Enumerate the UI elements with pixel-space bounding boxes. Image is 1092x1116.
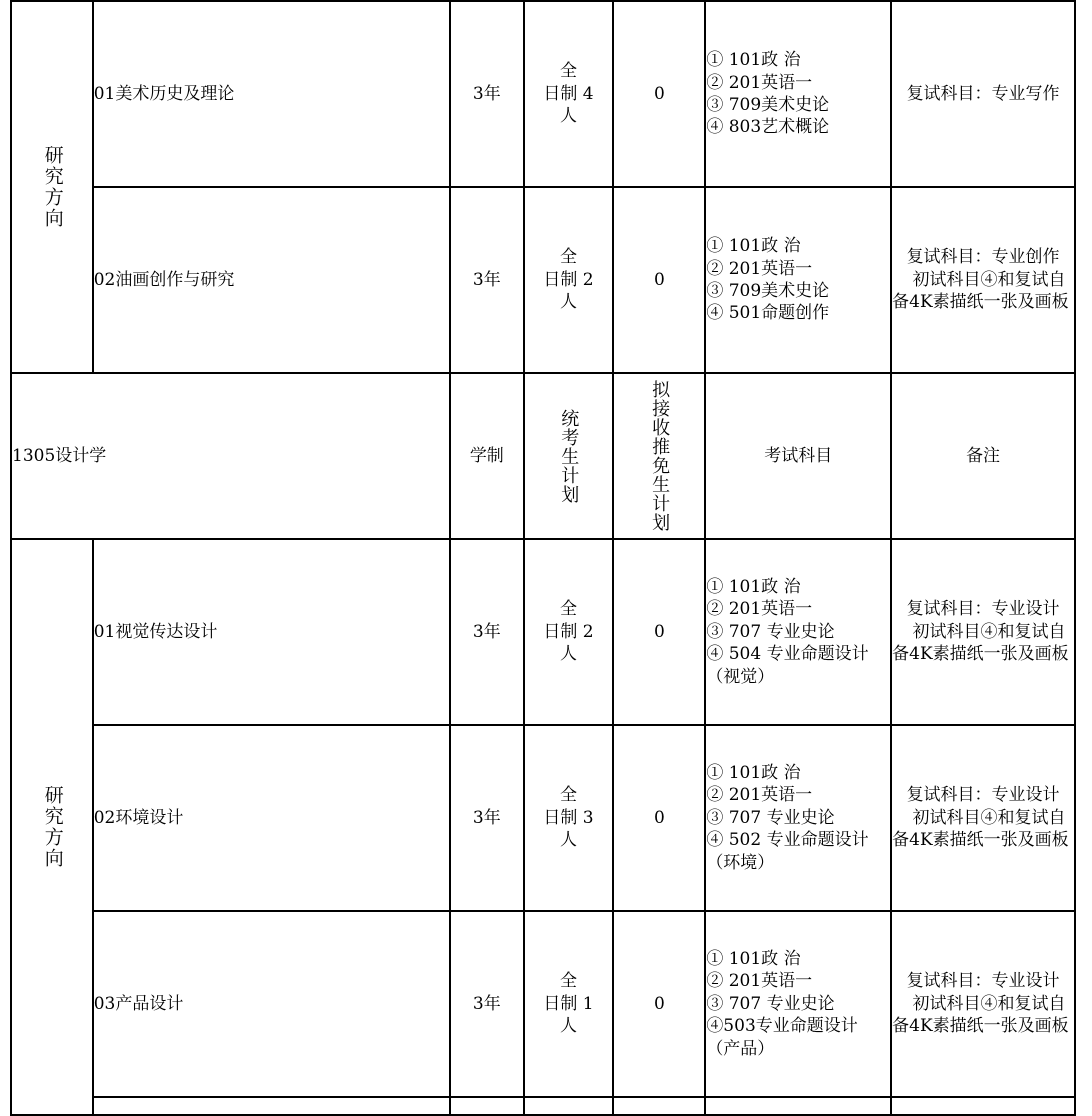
plan-rest-2-2: 日制 3 <box>543 807 594 828</box>
direction-name-2-2: 02环境设计 <box>93 725 450 911</box>
direction-name-1-1: 01美术历史及理论 <box>93 1 450 187</box>
table-row <box>11 539 1075 725</box>
table-row-partial <box>11 1097 1075 1115</box>
notes-1-2 <box>891 187 1075 373</box>
plan-mode-1-1: 全 <box>559 60 577 81</box>
plan-rest-2-1: 日制 2 <box>543 621 594 642</box>
notes-2-2 <box>891 725 1075 911</box>
plan-2-2 <box>524 725 614 911</box>
subject-line: ④ 803艺术概论 <box>706 117 830 138</box>
note-line: 复试科目：专业设计 <box>906 971 1060 992</box>
subjects-2-2 <box>705 725 891 911</box>
plan-unit-2-3: 人 <box>559 1016 577 1037</box>
note-line: 初试科目④和复试自备4K素描纸一张及画板 <box>892 993 1069 1037</box>
direction-name-1-2: 02油画创作与研究 <box>93 187 450 373</box>
recommend-2-3: 0 <box>613 911 705 1097</box>
subjects-1-2 <box>705 187 891 373</box>
subject-line: ③ 709美术史论 <box>706 281 830 301</box>
plan-unit-1-1: 人 <box>559 106 577 127</box>
subject-line: ① 101政 治 <box>706 948 801 969</box>
subject-line: ④503专业命题设计（产品） <box>706 1016 858 1059</box>
table-row <box>11 911 1075 1097</box>
recommend-1-2: 0 <box>613 187 705 373</box>
notes-1-1 <box>891 1 1075 187</box>
major-title: 1305设计学 <box>11 373 450 539</box>
subjects-2-3 <box>705 911 891 1097</box>
plan-1-1 <box>524 1 614 187</box>
direction-header-label-1: 研究方向 <box>41 145 64 229</box>
direction-header-cell-1 <box>11 1 93 373</box>
note-line: 复试科目：专业设计 <box>906 599 1060 620</box>
subject-line: ③ 707 专业史论 <box>706 621 835 642</box>
plan-rest-2-3: 日制 1 <box>543 993 594 1014</box>
subject-line: ① 101政 治 <box>706 762 801 783</box>
partial-plan-cell <box>524 1097 614 1115</box>
partial-notes-cell <box>891 1097 1075 1115</box>
plan-1-2 <box>524 187 614 373</box>
direction-name-2-3: 03产品设计 <box>93 911 450 1097</box>
plan-mode-2-3: 全 <box>559 970 577 991</box>
note-line: 初试科目④和复试自备4K素描纸一张及画板 <box>892 807 1069 851</box>
table-row <box>11 187 1075 373</box>
partial-subjects-cell <box>705 1097 891 1115</box>
note-line: 复试科目：专业写作 <box>906 83 1060 104</box>
subject-line: ④ 501命题创作 <box>706 303 830 324</box>
subject-line: ① 101政 治 <box>706 576 801 597</box>
subject-line: ① 101政 治 <box>706 50 801 71</box>
plan-rest-1-2: 日制 2 <box>543 269 594 290</box>
subject-line: ③ 707 专业史论 <box>706 807 835 828</box>
partial-years-cell <box>450 1097 524 1115</box>
plan-mode-1-2: 全 <box>559 246 577 267</box>
years-1-1: 3年 <box>450 1 524 187</box>
subject-line: ④ 504 专业命题设计（视觉） <box>706 644 869 687</box>
note-line: 复试科目：专业创作 <box>906 247 1060 268</box>
subject-line: ③ 709美术史论 <box>706 95 830 115</box>
column-header-recommend <box>613 373 705 539</box>
years-2-1: 3年 <box>450 539 524 725</box>
partial-recommend-cell <box>613 1097 705 1115</box>
years-2-2: 3年 <box>450 725 524 911</box>
recommend-2-1: 0 <box>613 539 705 725</box>
subject-line: ② 201英语一 <box>706 785 813 806</box>
plan-2-3 <box>524 911 614 1097</box>
subject-line: ② 201英语一 <box>706 599 813 620</box>
column-header-plan <box>524 373 614 539</box>
notes-2-1 <box>891 539 1075 725</box>
column-header-notes: 备注 <box>891 373 1075 539</box>
plan-unit-2-2: 人 <box>559 830 577 851</box>
plan-rest-1-1: 日制 4 <box>543 83 594 104</box>
table-row <box>11 725 1075 911</box>
subjects-1-1 <box>705 1 891 187</box>
direction-header-label-2: 研究方向 <box>41 785 64 869</box>
subject-line: ② 201英语一 <box>706 971 813 992</box>
column-header-recommend-label: 拟接收推免生计划 <box>649 380 671 532</box>
column-header-years: 学制 <box>450 373 524 539</box>
column-header-plan-label: 统考生计划 <box>558 408 580 504</box>
subject-line: ② 201英语一 <box>706 258 813 279</box>
table-row <box>11 1 1075 187</box>
note-line: 初试科目④和复试自备4K素描纸一张及画板 <box>892 621 1069 665</box>
years-2-3: 3年 <box>450 911 524 1097</box>
subjects-2-1 <box>705 539 891 725</box>
subject-line: ① 101政 治 <box>706 236 801 257</box>
notes-2-3 <box>891 911 1075 1097</box>
partial-name-cell <box>93 1097 450 1115</box>
direction-header-cell-2 <box>11 539 93 1115</box>
recommend-2-2: 0 <box>613 725 705 911</box>
major-header-row <box>11 373 1075 539</box>
plan-mode-2-2: 全 <box>559 784 577 805</box>
subject-line: ② 201英语一 <box>706 72 813 93</box>
plan-2-1 <box>524 539 614 725</box>
recommend-1-1: 0 <box>613 1 705 187</box>
years-1-2: 3年 <box>450 187 524 373</box>
note-line: 复试科目：专业设计 <box>906 785 1060 806</box>
plan-unit-1-2: 人 <box>559 292 577 313</box>
subject-line: ③ 707 专业史论 <box>706 993 835 1014</box>
subject-line: ④ 502 专业命题设计（环境） <box>706 830 869 873</box>
column-header-subjects: 考试科目 <box>705 373 891 539</box>
admission-table <box>10 0 1076 1116</box>
direction-name-2-1: 01视觉传达设计 <box>93 539 450 725</box>
plan-mode-2-1: 全 <box>559 598 577 619</box>
plan-unit-2-1: 人 <box>559 644 577 665</box>
note-line: 初试科目④和复试自备4K素描纸一张及画板 <box>892 269 1069 313</box>
